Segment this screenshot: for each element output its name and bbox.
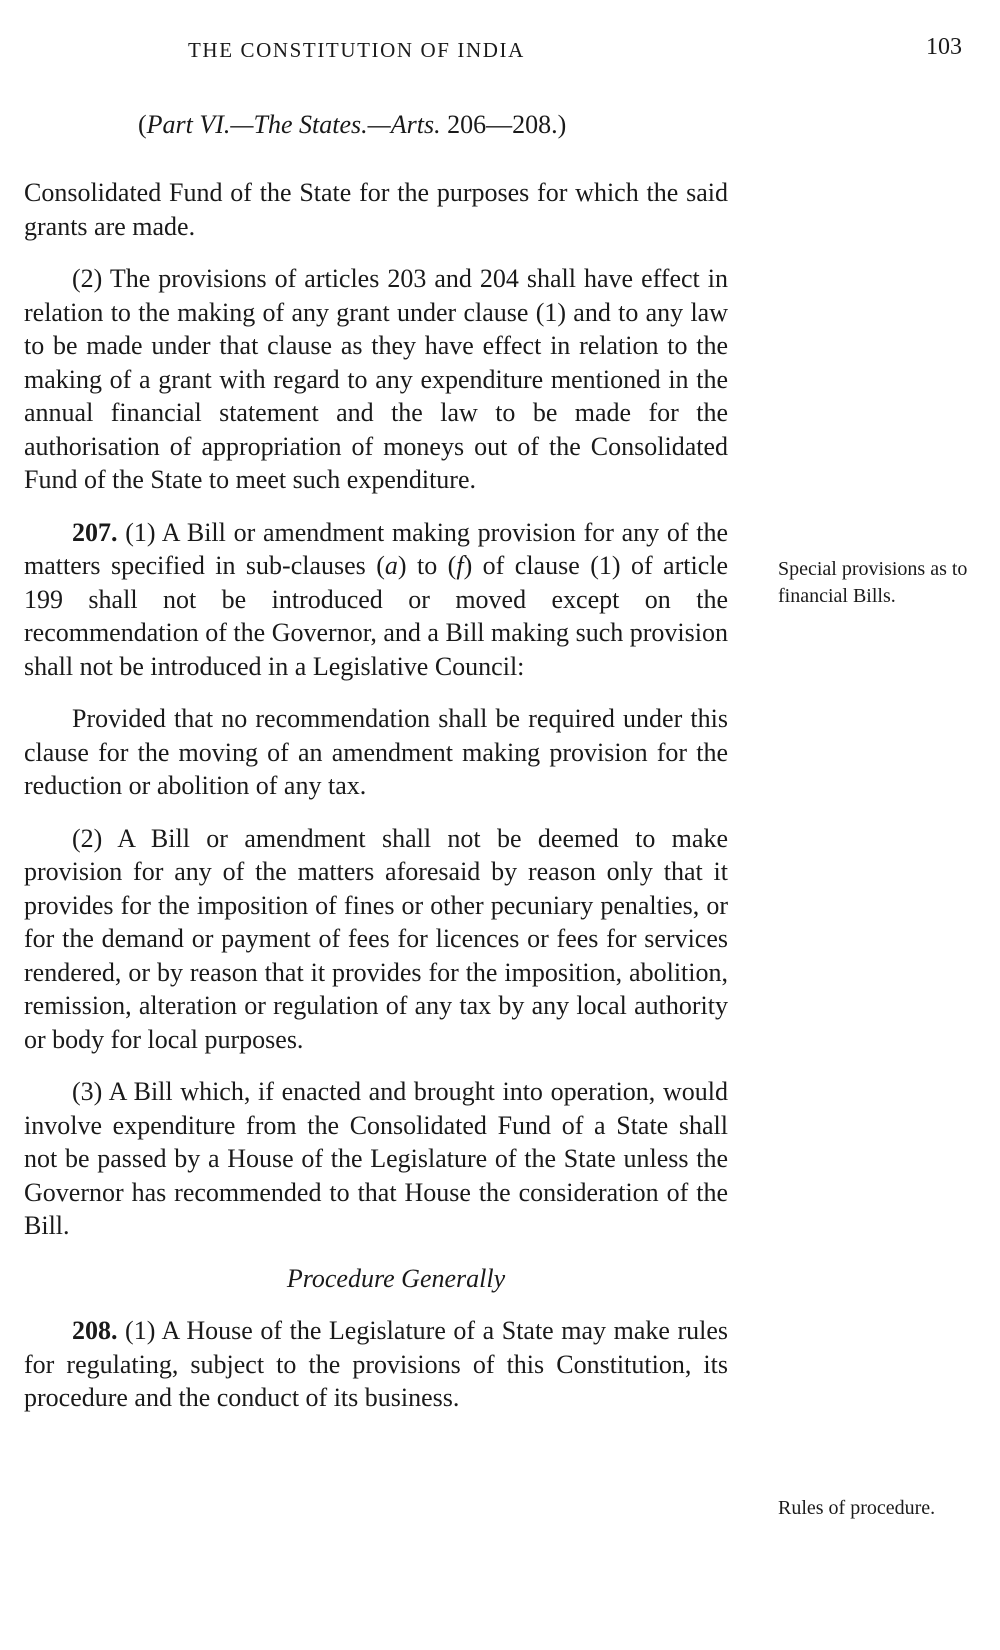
- sub-clause-a: a: [384, 551, 398, 580]
- part-reference-range: 206—208.): [440, 110, 567, 139]
- article-text: (1) A Bill or amendment making provision for any of the matters specified in sub-clauses (: [24, 517, 728, 580]
- paragraph-article-207: [24, 516, 728, 684]
- sub-clause-f: f: [456, 551, 464, 580]
- article-text: ) of clause (1) of article 199 shall not be introduced or moved except on the recommendation of the Governor, and a Bill making such provision shall not be introduced in a Legislative Council:: [24, 551, 729, 681]
- part-reference-open: (: [138, 110, 147, 139]
- page-number: 103: [926, 34, 962, 60]
- article-text: (1) A House of the Legislature of a State may make rules for regulating, subject to the provisions of this Constitution, its procedure and the conduct of its business.: [24, 1316, 728, 1412]
- article-number: 207.: [72, 517, 118, 547]
- part-reference-italic: Part VI.—The States.—Arts.: [146, 110, 441, 139]
- paragraph-proviso: Provided that no recommendation shall be required under this clause for the moving of an amendment making provision for the reduction or abolition of any tax.: [24, 704, 728, 800]
- paragraph-207-clause-3: (3) A Bill which, if enacted and brought into operation, would involve expenditure from the Consolidated Fund of a State shall not be passed by a House of the Legislature of the State unless the Governor has recommended to that House the consideration of the Bill.: [24, 1077, 728, 1240]
- running-title: THE CONSTITUTION OF INDIA: [188, 38, 525, 62]
- margin-note-207: Special provisions as to financial Bills.: [778, 558, 968, 607]
- article-number: 208.: [72, 1316, 118, 1345]
- paragraph-article-208: [24, 1314, 728, 1415]
- paragraph-206-clause-2: (2) The provisions of articles 203 and 204 shall have effect in relation to the making of any grant under clause (1) and to any law to be made under that clause as they have effect in relation to the making of a grant with regard to any expenditure mentioned in the annual financial statement and the law to be made for the authorisation of appropriation of moneys out of the Consolidated Fund of the State to meet such expenditure.: [24, 264, 728, 494]
- body-text: [24, 176, 728, 1434]
- paragraph-207-clause-2: (2) A Bill or amendment shall not be deemed to make provision for any of the matters aforesaid by reason only that it provides for the imposition of fines or other pecuniary penalties, or for the demand or payment of fees for licences or fees for services rendered, or by reason that it provides for the imposition, abolition, remission, alteration or regulation of any tax by any local authority or body for local purposes.: [24, 823, 728, 1054]
- section-heading: Procedure Generally: [286, 1263, 506, 1293]
- paragraph-continuation: Consolidated Fund of the State for the purposes for which the said grants are made.: [24, 178, 728, 241]
- part-reference: [138, 110, 566, 140]
- article-text: ) to (: [397, 551, 457, 580]
- margin-note-208: Rules of procedure.: [778, 1497, 936, 1519]
